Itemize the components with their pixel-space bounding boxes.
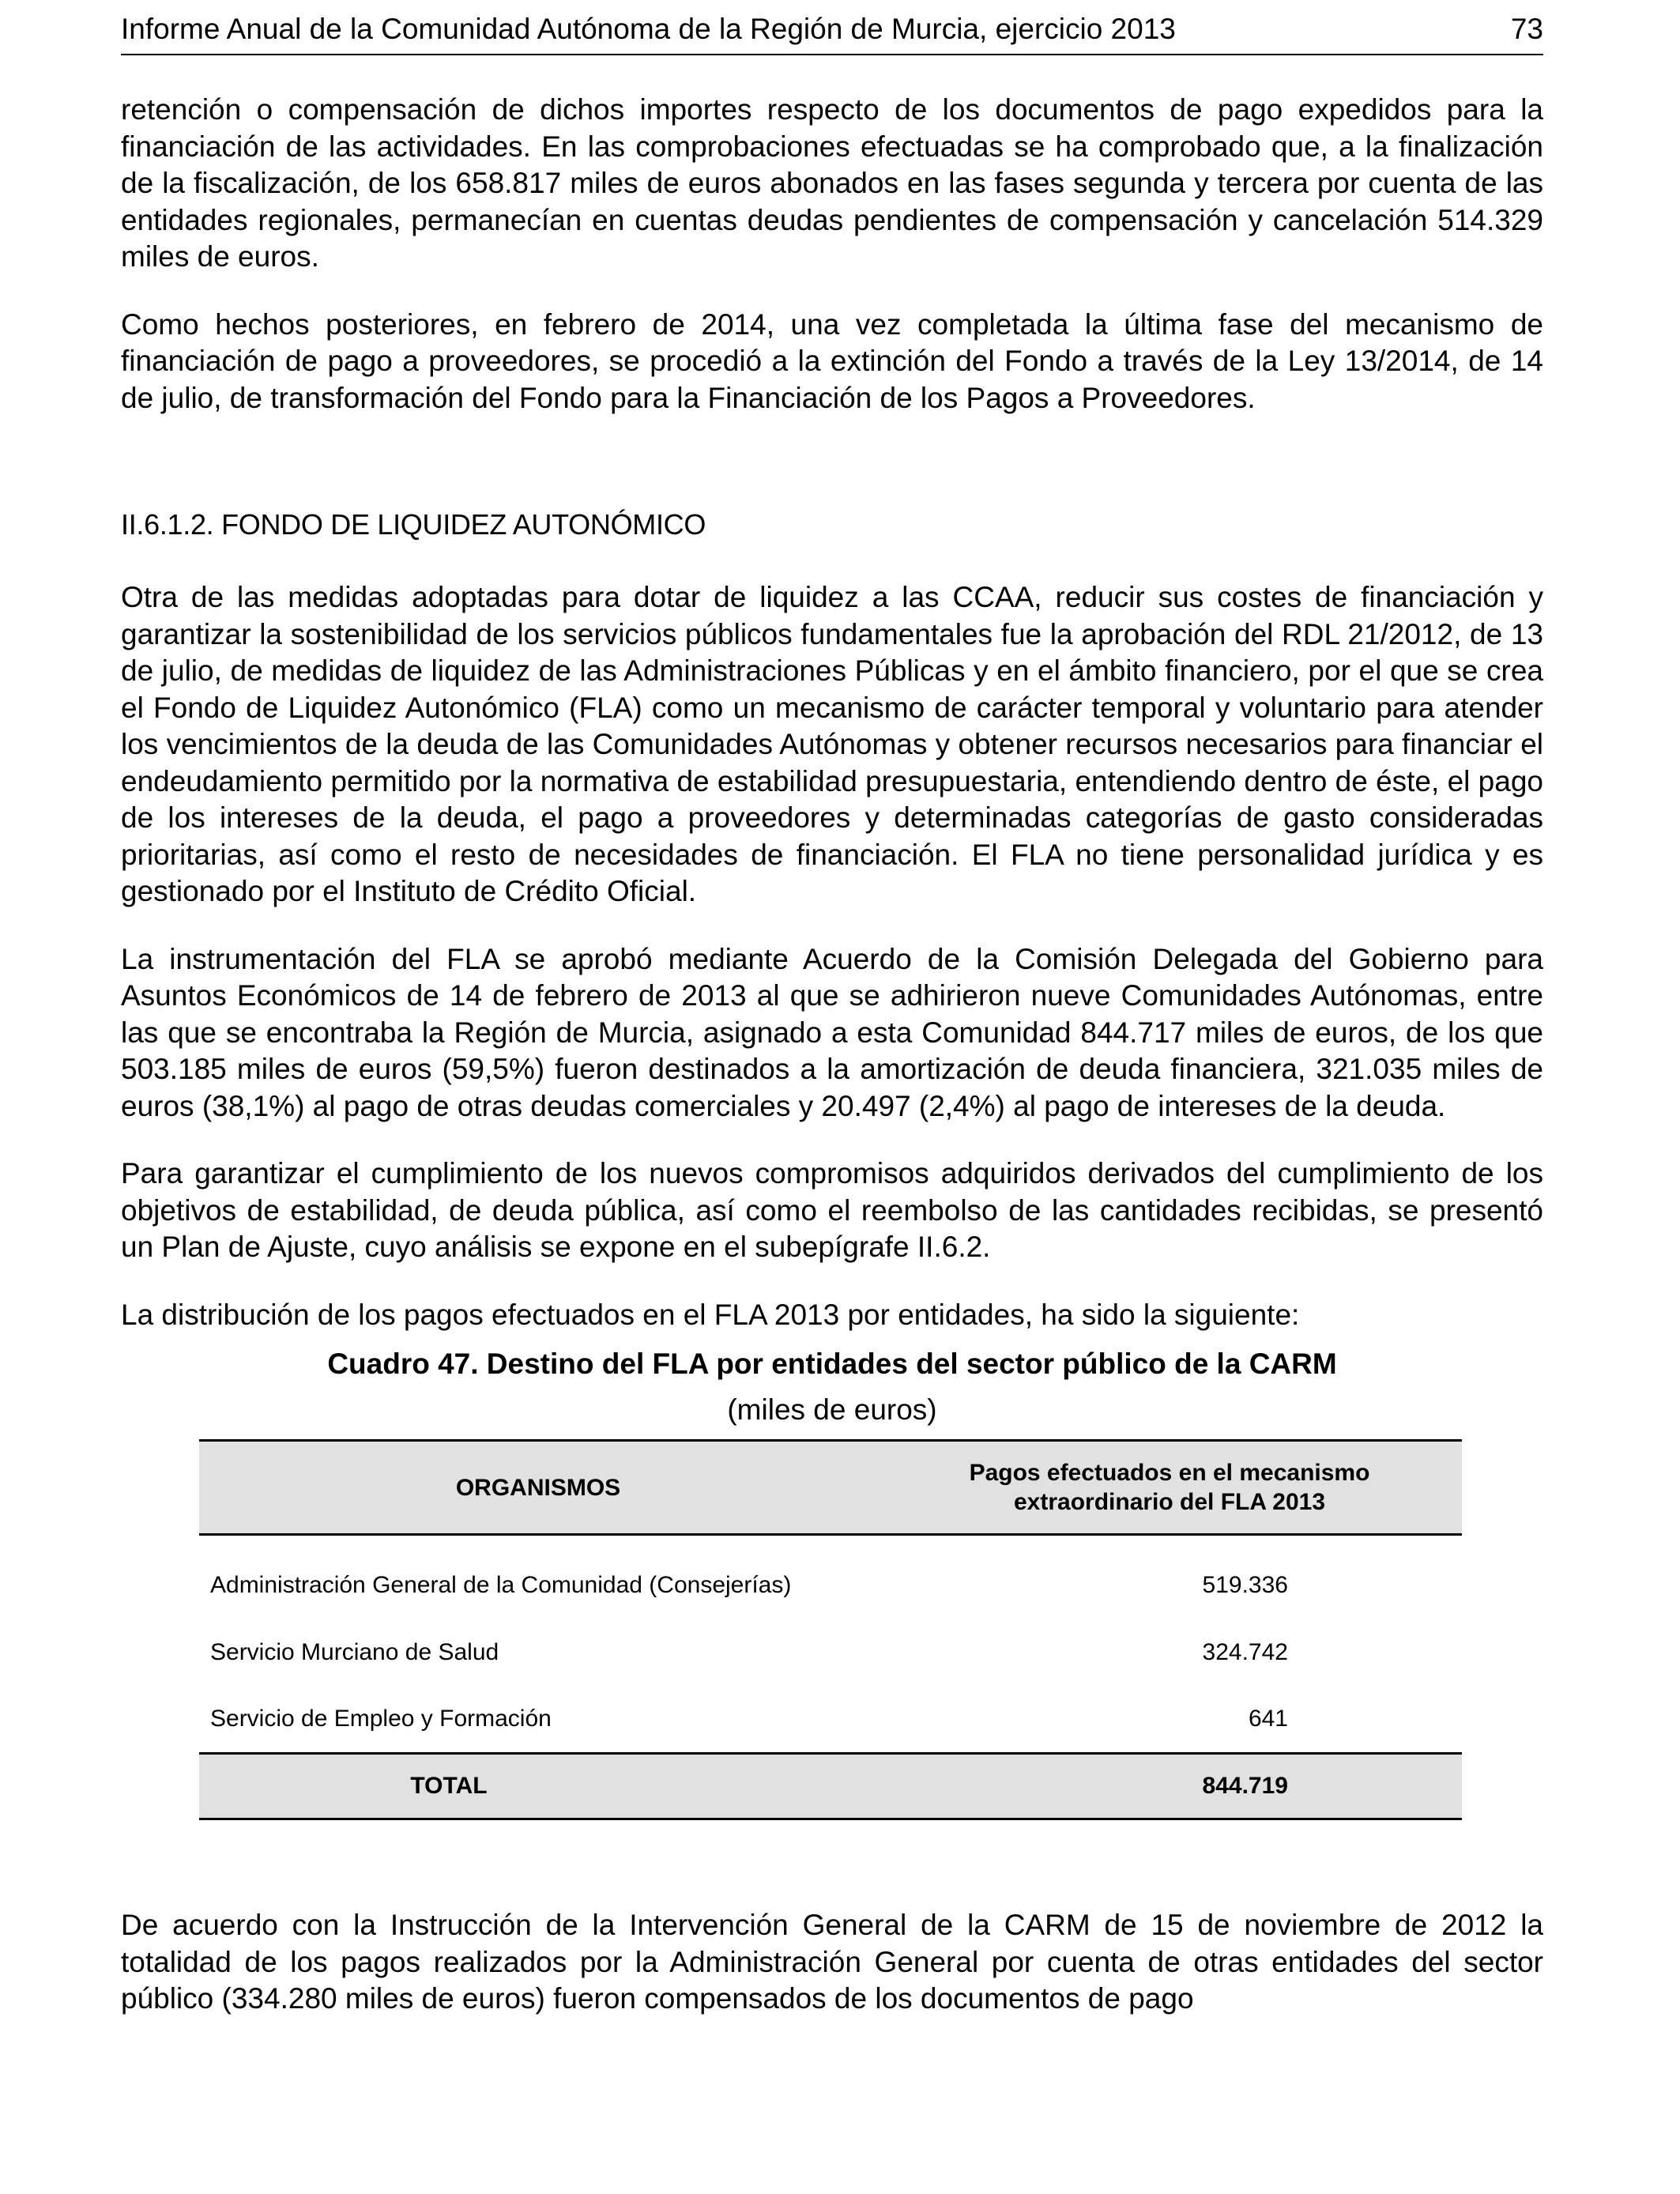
row-organismo: Servicio Murciano de Salud [210,1639,499,1665]
paragraph-3: Otra de las medidas adoptadas para dotar de liquidez a las CCAA, reducir sus costes de financiación y garantizar la sostenibilidad de los servicios públicos fundamentales fue la aprobación del RDL 21/2012, de 13 de julio, de medidas de liquidez de las Administraciones Públicas y en el ámbito financiero, por el que se crea el Fondo de Liquidez Autonómico (FLA) como un mecanismo de carácter temporal y voluntario para atender los vencimientos de la deuda de las Comunidades Autónomas y obtener recursos necesarios para financiar el endeudamiento permitido por la normativa de estabilidad presupuestaria, entendiendo dentro de éste, el pago de los intereses de la deuda, el pago a proveedores y determinadas categorías de gasto consideradas prioritarias, así como el resto de necesidades de financiación. El FLA no tiene personalidad jurídica y es gestionado por el Instituto de Crédito Oficial. [121,581,1543,907]
paragraph-6: La distribución de los pagos efectuados en el FLA 2013 por entidades, ha sido la siguiente: [121,1298,1300,1331]
paragraph-2: Como hechos posteriores, en febrero de 2014, una vez completada la última fase del mecanismo de financiación de pago a proveedores, se procedió a la extinción del Fondo a través de la Ley 13/2014, de 14 de julio, de transformación del Fondo para la Financiación de los Pagos a Proveedores. [121,307,1543,414]
table-row [199,1619,1462,1686]
fla-table [199,1439,1462,1820]
table-subtitle: (miles de euros) [727,1393,937,1426]
paragraph-1: retención o compensación de dichos importes respecto de los documentos de pago expedidos para la financiación de las actividades. En las comprobaciones efectuadas se ha comprobado que, a la finalización de la fiscalización, de los 658.817 miles de euros abonados en las fases segunda y tercera por cuenta de las entidades regionales, permanecían en cuentas deudas pendientes de compensación y cancelación 514.329 miles de euros. [121,93,1543,273]
header-pagos: Pagos efectuados en el mecanismo extraordinario del FLA 2013 [969,1460,1370,1515]
page-content [121,92,1543,2018]
table-row [199,1535,1462,1620]
row-valor: 324.742 [1202,1639,1288,1665]
page-header [121,5,1543,55]
row-valor: 641 [1248,1706,1288,1732]
table-title: Cuadro 47. Destino del FLA por entidades del sector público de la CARM [327,1348,1337,1380]
row-valor: 519.336 [1202,1572,1288,1598]
total-value: 844.719 [1202,1773,1288,1799]
section-heading: II.6.1.2. FONDO DE LIQUIDEZ AUTONÓMICO [121,508,706,541]
paragraph-5: Para garantizar el cumplimiento de los nuevos compromisos adquiridos derivados del cumplimiento de los objetivos de estabilidad, de deuda pública, así como el reembolso de las cantidades recibidas, se presentó un Plan de Ajuste, cuyo análisis se expone en el subepígrafe II.6.2. [121,1157,1543,1263]
header-title: Informe Anual de la Comunidad Autónoma de la Región de Murcia, ejercicio 2013 [121,13,1176,45]
paragraph-4: La instrumentación del FLA se aprobó mediante Acuerdo de la Comisión Delegada del Gobierno para Asuntos Económicos de 14 de febrero de 2013 al que se adhirieron nueve Comunidades Autónomas, entre las que se encontraba la Región de Murcia, asignado a esta Comunidad 844.717 miles de euros, de los que 503.185 miles de euros (59,5%) fueron destinados a la amortización de deuda financiera, 321.035 miles de euros (38,1%) al pago de otras deudas comerciales y 20.497 (2,4%) al pago de intereses de la deuda. [121,942,1543,1122]
table-header-row [199,1441,1462,1535]
total-label: TOTAL [410,1773,488,1799]
table-total-row [199,1754,1462,1819]
header-organismos: ORGANISMOS [455,1474,621,1501]
paragraph-7: De acuerdo con la Instrucción de la Intervención General de la CARM de 15 de noviembre de 2012 la totalidad de los pagos realizados por la Administración General por cuenta de otras entidades del sector público (334.280 miles de euros) fueron compensados de los documentos de pago [121,1909,1543,2015]
row-organismo: Administración General de la Comunidad (Consejerías) [210,1572,792,1598]
page-number: 73 [1510,13,1543,45]
row-organismo: Servicio de Empleo y Formación [210,1706,552,1732]
table-row [199,1686,1462,1754]
